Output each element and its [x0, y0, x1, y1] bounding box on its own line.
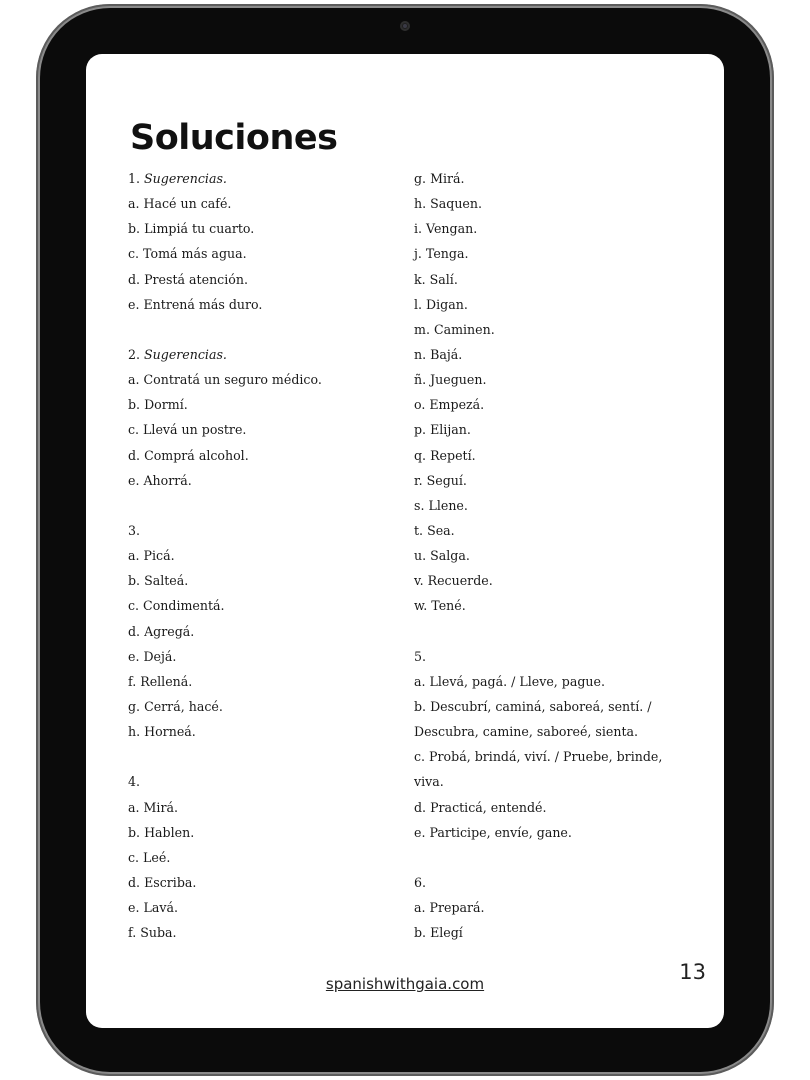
solution-text: b. Dormí.	[128, 397, 188, 413]
solution-text: Sugerencias.	[144, 171, 227, 186]
solution-text: p. Elijan.	[414, 422, 471, 438]
solution-text: n. Bajá.	[414, 346, 463, 362]
solution-text: a. Llevá, pagá. / Lleve, pague.	[414, 673, 605, 689]
exercise-number: 1.	[128, 171, 145, 186]
solution-text: Sugerencias.	[144, 346, 227, 362]
solution-line	[414, 216, 714, 241]
solution-line	[128, 166, 408, 191]
solution-text: h. Saquen.	[414, 196, 482, 212]
solutions-left-column	[128, 166, 408, 945]
page-number: 13	[679, 960, 706, 984]
solution-line	[414, 744, 714, 769]
solution-text: g. Mirá.	[414, 171, 465, 186]
solution-line	[414, 920, 714, 945]
solution-text: c. Probá, brindá, viví. / Pruebe, brinde,	[414, 749, 663, 765]
solution-text: j. Tenga.	[414, 246, 469, 262]
solution-line	[414, 392, 714, 417]
solution-line	[128, 241, 408, 266]
solution-line	[128, 216, 408, 241]
blank-line	[128, 744, 408, 769]
solution-line	[414, 191, 714, 216]
solution-line	[128, 342, 408, 367]
solution-text: 5.	[414, 648, 427, 664]
page-title: Soluciones	[130, 118, 338, 158]
tablet-screen	[86, 54, 724, 1028]
solution-line	[414, 820, 714, 845]
solution-line	[128, 719, 408, 744]
solution-line	[128, 593, 408, 618]
solution-line	[414, 417, 714, 442]
solution-text: e. Dejá.	[128, 648, 177, 664]
solution-line	[414, 795, 714, 820]
solution-line	[128, 845, 408, 870]
solution-line	[128, 367, 408, 392]
solution-text: b. Limpiá tu cuarto.	[128, 221, 255, 237]
solution-line	[128, 870, 408, 895]
blank-line	[414, 619, 714, 644]
solution-line	[128, 669, 408, 694]
solution-text: i. Vengan.	[414, 221, 478, 237]
exercise-number: 2.	[128, 346, 145, 362]
solution-text: l. Digan.	[414, 296, 468, 312]
solution-text: a. Contratá un seguro médico.	[128, 372, 322, 388]
solution-text: e. Ahorrá.	[128, 472, 192, 488]
solution-line	[414, 367, 714, 392]
solution-line	[128, 795, 408, 820]
solution-text: b. Elegí	[414, 925, 463, 941]
solution-text: c. Leé.	[128, 849, 171, 865]
solution-text: a. Prepará.	[414, 900, 485, 916]
solution-line	[414, 166, 714, 191]
solution-line	[414, 769, 714, 794]
solution-text: c. Llevá un postre.	[128, 422, 247, 438]
solution-text: f. Suba.	[128, 925, 177, 941]
solution-text: e. Lavá.	[128, 900, 178, 916]
solution-line	[414, 292, 714, 317]
solution-line	[128, 191, 408, 216]
solution-text: b. Hablen.	[128, 824, 195, 840]
solution-line	[414, 870, 714, 895]
solution-line	[128, 417, 408, 442]
solution-line	[128, 694, 408, 719]
solution-text: 4.	[128, 774, 141, 790]
solution-text: s. Llene.	[414, 497, 468, 513]
solution-text: d. Agregá.	[128, 623, 195, 639]
solution-line	[414, 669, 714, 694]
website-link[interactable]: spanishwithgaia.com	[325, 975, 485, 993]
solution-line	[414, 593, 714, 618]
solution-text: d. Escriba.	[128, 874, 197, 890]
front-camera-icon	[400, 21, 410, 31]
solution-text: u. Salga.	[414, 548, 470, 564]
solution-text: ñ. Jueguen.	[414, 372, 487, 388]
solution-text: c. Tomá más agua.	[128, 246, 247, 262]
solution-text: c. Condimentá.	[128, 598, 225, 614]
solution-text: h. Horneá.	[128, 724, 196, 740]
solution-line	[128, 619, 408, 644]
solution-line	[128, 568, 408, 593]
solution-text: w. Tené.	[414, 598, 466, 614]
solution-text: Descubra, camine, saboreé, sienta.	[414, 724, 639, 740]
solution-line	[414, 443, 714, 468]
blank-line	[128, 493, 408, 518]
solution-line	[128, 920, 408, 945]
solution-text: a. Hacé un café.	[128, 196, 232, 212]
solution-line	[128, 443, 408, 468]
solution-line	[414, 241, 714, 266]
blank-line	[128, 317, 408, 342]
solution-line	[414, 342, 714, 367]
solution-line	[414, 644, 714, 669]
solution-text: v. Recuerde.	[414, 573, 493, 589]
solution-text: b. Salteá.	[128, 573, 189, 589]
solution-text: t. Sea.	[414, 522, 455, 538]
solution-text: d. Practicá, entendé.	[414, 799, 547, 815]
solution-text: g. Cerrá, hacé.	[128, 698, 223, 714]
solution-line	[128, 518, 408, 543]
solution-text: b. Descubrí, caminá, saboreá, sentí. /	[414, 698, 652, 714]
solution-line	[128, 769, 408, 794]
solution-text: d. Prestá atención.	[128, 271, 248, 287]
solution-text: viva.	[414, 774, 444, 790]
solution-text: m. Caminen.	[414, 321, 495, 337]
solution-line	[414, 493, 714, 518]
solution-line	[128, 895, 408, 920]
solution-text: a. Picá.	[128, 548, 175, 564]
solution-text: e. Participe, envíe, gane.	[414, 824, 572, 840]
solution-line	[128, 543, 408, 568]
solution-line	[414, 568, 714, 593]
solution-line	[414, 719, 714, 744]
solution-text: d. Comprá alcohol.	[128, 447, 249, 463]
solution-line	[128, 392, 408, 417]
solution-line	[414, 543, 714, 568]
solution-line	[414, 518, 714, 543]
solution-text: 3.	[128, 522, 141, 538]
solution-text: o. Empezá.	[414, 397, 485, 413]
solution-text: e. Entrená más duro.	[128, 296, 263, 312]
solution-line	[414, 694, 714, 719]
solution-line	[128, 644, 408, 669]
solution-line	[414, 267, 714, 292]
blank-line	[414, 845, 714, 870]
solution-line	[128, 292, 408, 317]
solution-text: q. Repetí.	[414, 447, 476, 463]
solutions-right-column	[414, 166, 714, 945]
solution-line	[414, 468, 714, 493]
solution-text: a. Mirá.	[128, 799, 178, 815]
solution-text: 6.	[414, 874, 427, 890]
solution-text: r. Seguí.	[414, 472, 467, 488]
solution-line	[128, 267, 408, 292]
solution-line	[128, 820, 408, 845]
solution-text: f. Rellená.	[128, 673, 193, 689]
solution-line	[414, 317, 714, 342]
solution-line	[128, 468, 408, 493]
solution-line	[414, 895, 714, 920]
solution-text: k. Salí.	[414, 271, 458, 287]
